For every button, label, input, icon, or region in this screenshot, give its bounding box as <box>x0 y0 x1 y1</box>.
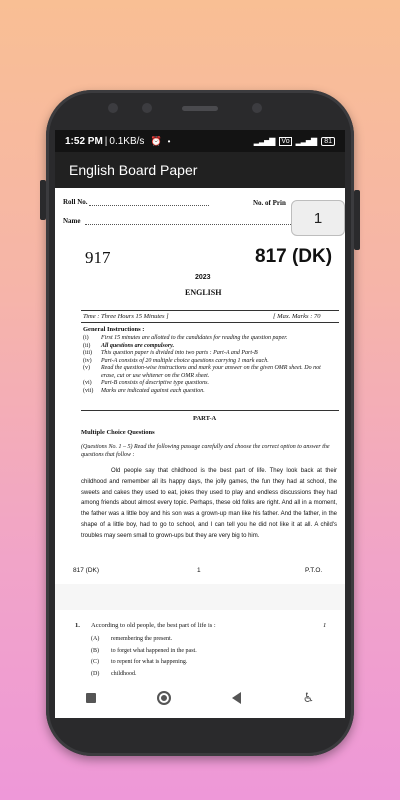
instruction-item: (vii) Marks are indicated against each question. <box>83 387 205 394</box>
instruction-item: (v) Read the question-wise instructions and mark your answer on the given OMR sheet. Do not erase, cut or use whitener on the OMR sheet. <box>83 365 321 379</box>
recents-icon[interactable] <box>86 693 96 703</box>
navigation-bar <box>55 678 345 718</box>
max-marks: [ Max. Marks : 70 <box>273 313 321 320</box>
alarm-icon: ⏰ <box>150 135 162 146</box>
volte-icon: Vo <box>281 137 290 145</box>
speaker-grille <box>182 106 218 111</box>
back-icon[interactable] <box>232 692 241 704</box>
divider <box>81 410 339 411</box>
front-camera-icon <box>142 103 152 113</box>
option-d[interactable]: (D) childhood. <box>91 670 137 677</box>
status-time: 1:52 PM <box>65 135 103 147</box>
roll-no-label: Roll No. <box>63 198 88 206</box>
sensor-icon <box>108 103 118 113</box>
divider <box>81 310 339 311</box>
options-list <box>91 634 331 678</box>
mcq-heading: Multiple Choice Questions <box>81 429 155 436</box>
divider <box>81 322 339 323</box>
general-instructions-title: General Instructions : <box>83 326 145 333</box>
roll-no-line <box>89 205 209 206</box>
question-marks: 1 <box>323 622 327 629</box>
reading-passage: Old people say that childhood is the best part of life. They look back at their childhood and remember all its happy days, the jolly games, the fun they had at school, the sweets and cakes they used to eat, jokes they used to play and endless discussions they had among friends about almost every topic. Perhaps, these old folks are right. And all in a moment, the father was a little boy and his son was a grown-up man like his father. And the father, in the shape of a little boy, had to go to school, and I can tell you he did not like it at all. A child's troubles may seem small to grown-ups but they are very big to him. <box>81 468 337 539</box>
instruction-item: (vi) Part-B consists of descriptive type questions. <box>83 380 209 386</box>
sensor-icon <box>252 103 262 113</box>
network-speed: 0.1KB/s <box>109 135 145 147</box>
exam-year: 2023 <box>195 274 211 281</box>
page-number-indicator: 1 <box>291 200 345 236</box>
instruction-item: (i) First 15 minutes are allotted to the candidates for reading the question paper. <box>83 335 288 341</box>
screen <box>55 130 345 718</box>
question-instruction: (Questions No. 1 – 5) Read the following passage carefully and choose the correct option to answer the questions that follow : <box>81 444 330 458</box>
footer-pto: P.T.O. <box>305 567 323 574</box>
instructions-list <box>83 335 335 395</box>
question-text: According to old people, the best part of life is : <box>91 622 216 629</box>
battery-icon <box>321 137 335 146</box>
part-a-heading: PART-A <box>193 415 217 422</box>
accessibility-icon[interactable]: ♿ <box>302 690 315 706</box>
signal-4g-icon: ▂▃▅▇ <box>295 136 317 146</box>
footer-code: 817 (DK) <box>73 567 100 574</box>
option-a[interactable]: (A) remembering the present. <box>91 636 173 642</box>
volume-button <box>40 180 46 220</box>
battery-level: 81 <box>324 137 332 145</box>
instruction-item: (ii) All questions are compulsory. <box>83 342 175 349</box>
app-bar <box>55 152 345 188</box>
question-number: 1. <box>75 622 80 629</box>
printed-pages-label: No. of Prin <box>253 199 286 207</box>
paper-code-left: 917 <box>85 248 111 267</box>
paper-code-right: 817 (DK) <box>255 246 333 267</box>
option-b[interactable]: (B) to forget what happened in the past. <box>91 647 197 654</box>
instruction-item: (iii) This question paper is divided into two parts : Part-A and Part-B <box>83 350 258 356</box>
footer-page: 1 <box>197 567 201 574</box>
name-label: Name <box>63 217 81 225</box>
time-allowed: Time : Three Hours 15 Minutes ] <box>83 313 169 320</box>
status-bar: 1:52 PM | 0.1KB/s ⏰ • ▂▃▅▇ Vo ▂▃▅▇ 81 <box>55 130 345 152</box>
power-button <box>354 190 360 250</box>
dot-icon: • <box>167 136 171 146</box>
app-title: English Board Paper <box>69 162 198 178</box>
option-c[interactable]: (C) to repent for what is happening. <box>91 659 188 665</box>
home-icon[interactable] <box>157 691 171 705</box>
document-viewer[interactable] <box>55 188 345 678</box>
subject-title: ENGLISH <box>185 288 222 297</box>
page-gap <box>55 584 345 610</box>
instruction-item: (iv) Part-A consists of 20 multiple choice questions carrying 1 mark each. <box>83 357 269 364</box>
signal-icon: ▂▃▅▇ <box>253 136 275 146</box>
